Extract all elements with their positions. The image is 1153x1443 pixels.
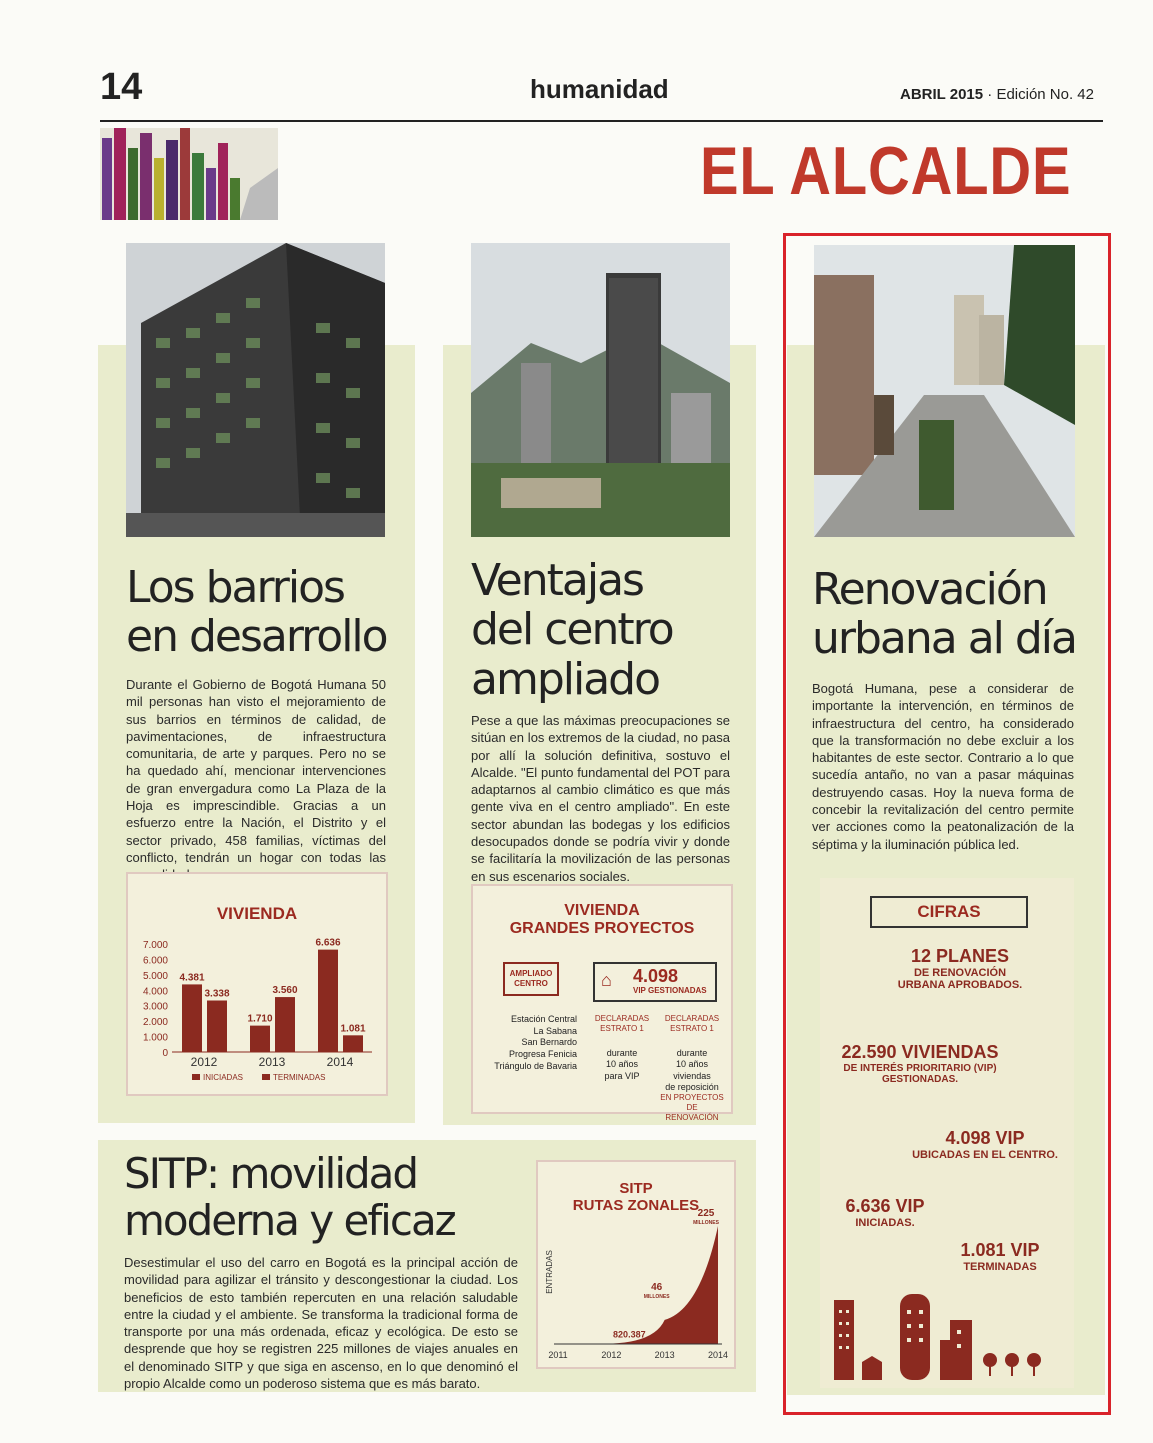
centro-headline bbox=[471, 556, 751, 704]
vip-box bbox=[593, 962, 717, 1002]
centro-headline-line2: del centro bbox=[471, 604, 673, 656]
estrato-col2-head1: DECLARADAS bbox=[664, 1014, 720, 1023]
house-icon: ⌂ bbox=[601, 970, 612, 990]
point-unit: MILLONES bbox=[693, 1220, 719, 1226]
estrato-col2 bbox=[659, 1014, 725, 1123]
sitp-body: Desestimular el uso del carro en Bogotá es la principal acción de movilidad para agilizar el tránsito y descongestionar la ciudad. Los beneficios de esto también repercuten en una relación saludable entre la ciudad y el ambiente. Se transforma la tradicional forma de transporte por una más ordenada, eficaz y ecológica. De esto se desprende que hoy se registren 225 millones de viajes anuales en el denominado SITP y que siga en ascenso, en lo que denominó el propio Alcalde como un poderoso sistema que es más barato. bbox=[124, 1255, 518, 1391]
sitp-chart-title2: RUTAS ZONALES bbox=[572, 1197, 700, 1215]
barrios-body: Durante el Gobierno de Bogotá Humana 50 mil personas han visto el mejoramiento de sus barrios en términos de calidad, de pavimentaciones, de infraestructura comunitaria, de arte y parques. Pero no se ha quedado ahí, mencionar intervenciones de gran envergadura como La Plaza de la Hoja es imprescindible. Gracias a un esfuerzo entre la Nación, el Distrito y el sector privado, 458 familias, víctimas del conflicto, tendrán un hogar con todas las bbox=[126, 677, 386, 865]
place-item: San Bernardo bbox=[521, 1037, 577, 1048]
sitp-area bbox=[574, 1226, 718, 1344]
edition-number: Edición No. 42 bbox=[996, 86, 1094, 103]
place-item: Estación Central bbox=[510, 1014, 577, 1024]
place-item: Triángulo de Bavaria bbox=[494, 1060, 577, 1071]
cifra-terminadas-l1: TERMINADAS bbox=[963, 1261, 1037, 1273]
cifra-planes-l2: URBANA APROBADOS. bbox=[897, 979, 1023, 991]
x-tick-label: 2012 bbox=[601, 1350, 622, 1360]
y-tick-label: 4.000 bbox=[142, 986, 168, 998]
legend-label: INICIADAS bbox=[203, 1073, 244, 1082]
point-label: 225 bbox=[697, 1208, 715, 1219]
centro-label: CENTRO bbox=[514, 979, 548, 989]
renovacion-headline-line1: Renovación bbox=[812, 564, 1047, 615]
bar-iniciadas bbox=[182, 984, 202, 1052]
barrios-headline bbox=[126, 563, 406, 662]
issue-info bbox=[900, 86, 1094, 103]
estrato-col1-head2: ESTRATO 1 bbox=[600, 1024, 644, 1033]
vip-number: 4.098 bbox=[633, 966, 679, 986]
bar-terminadas bbox=[275, 997, 295, 1052]
highlight-frame bbox=[783, 233, 1111, 1415]
x-tick-label: 2013 bbox=[654, 1350, 675, 1360]
y-tick-label: 1.000 bbox=[142, 1032, 168, 1044]
renovacion-headline-line2: urbana al día bbox=[812, 613, 1076, 665]
section-banner-title: EL ALCALDE bbox=[700, 133, 1072, 209]
city-photo bbox=[471, 243, 730, 537]
cifras-title: CIFRAS bbox=[870, 896, 1028, 928]
estrato-col2-l6: DE RENOVACIÓN bbox=[665, 1103, 719, 1122]
point-label: 820.387 bbox=[613, 1329, 646, 1340]
centro-headline-line1: Ventajas bbox=[471, 555, 643, 606]
x-tick-label: 2014 bbox=[326, 1055, 354, 1069]
bar-value-label: 1.081 bbox=[340, 1023, 366, 1035]
estrato-col2-l2: 10 años bbox=[675, 1059, 709, 1070]
renovacion-body: Bogotá Humana, pese a considerar de importante la intervención, en términos de infraestructura del centro, ha considerado que la transformación no debe excluir a los habitantes de este sector. Contrario a lo que sucedía antaño, no van a pasar máquinas destruyendo casas. Hoy la nueva forma de concebir la revitalización del centro permite ver acciones como la peatonalización de la séptima y la iluminación pública led. bbox=[812, 681, 1074, 852]
y-tick-label: 0 bbox=[162, 1048, 168, 1059]
building-photo bbox=[126, 243, 385, 537]
place-item: La Sabana bbox=[533, 1025, 577, 1036]
estrato-col2-l4: de reposición bbox=[665, 1081, 719, 1092]
bar-iniciadas bbox=[250, 1026, 270, 1052]
cifra-viviendas-number: 22.590 VIVIENDAS bbox=[841, 1042, 999, 1062]
estrato-col1 bbox=[593, 1014, 651, 1082]
barrios-headline-line1: Los barrios bbox=[126, 562, 344, 613]
legend-swatch bbox=[192, 1074, 200, 1080]
y-tick-label: 6.000 bbox=[142, 955, 168, 967]
point-unit: MILLONES bbox=[643, 1293, 670, 1300]
sitp-plot bbox=[538, 1162, 734, 1367]
sitp-chart-title1: SITP bbox=[619, 1180, 653, 1197]
legend-label: TERMINADAS bbox=[273, 1073, 326, 1082]
legend-swatch bbox=[262, 1074, 270, 1080]
bar-value-label: 1.710 bbox=[247, 1013, 273, 1025]
estrato-col1-l2: 10 años bbox=[605, 1059, 639, 1070]
y-axis-label: ENTRADAS bbox=[545, 1250, 554, 1294]
ampliado-centro-box bbox=[503, 962, 559, 996]
vivienda-chart-title: VIVIENDA bbox=[216, 904, 298, 923]
bar-iniciadas bbox=[318, 950, 338, 1052]
cifra-planes-l1: DE RENOVACIÓN bbox=[913, 967, 1007, 979]
estrato-col1-l3: para VIP bbox=[604, 1070, 640, 1081]
sitp-headline-line1: SITP: movilidad bbox=[124, 1149, 418, 1198]
x-tick-label: 2012 bbox=[190, 1055, 218, 1069]
vip-label: VIP GESTIONADAS bbox=[633, 986, 707, 995]
cifra-viviendas-l2: GESTIONADAS. bbox=[881, 1074, 959, 1085]
banner-graphic bbox=[100, 128, 278, 220]
x-tick-label: 2013 bbox=[258, 1055, 286, 1069]
x-tick-label: 2011 bbox=[548, 1350, 568, 1360]
estrato-col2-l1: durante bbox=[676, 1048, 708, 1058]
cifra-viviendas-l1: DE INTERÉS PRIORITARIO (VIP) bbox=[843, 1063, 997, 1074]
y-tick-label: 3.000 bbox=[142, 1001, 168, 1013]
estrato-col1-l1: durante bbox=[606, 1048, 638, 1058]
place-item: Progresa Fenicia bbox=[508, 1049, 577, 1060]
cifra-planes-number: 12 PLANES bbox=[910, 946, 1010, 966]
y-tick-label: 7.000 bbox=[142, 940, 168, 951]
vivienda-plot bbox=[128, 874, 386, 1094]
header-rule bbox=[100, 120, 1103, 122]
bar-terminadas bbox=[343, 1035, 363, 1052]
cifra-iniciadas-l1: INICIADAS. bbox=[855, 1217, 915, 1229]
ampliado-label: AMPLIADO bbox=[509, 969, 553, 978]
bar-value-label: 3.560 bbox=[272, 985, 298, 997]
y-tick-label: 5.000 bbox=[142, 970, 168, 982]
estrato-col2-l3: viviendas bbox=[673, 1070, 711, 1081]
cifra-terminadas-number: 1.081 VIP bbox=[960, 1240, 1040, 1260]
sitp-headline bbox=[124, 1150, 544, 1244]
estrato-col2-head2: ESTRATO 1 bbox=[670, 1024, 714, 1033]
issue-separator: · bbox=[987, 86, 993, 103]
issue-date: ABRIL 2015 bbox=[900, 86, 984, 103]
places-list bbox=[487, 1014, 577, 1072]
sitp-svg bbox=[538, 1162, 734, 1367]
cifra-centro-l1: UBICADAS EN EL CENTRO. bbox=[912, 1149, 1058, 1161]
sitp-chart bbox=[536, 1160, 736, 1369]
sitp-headline-line2: moderna y eficaz bbox=[124, 1196, 455, 1246]
section-name: humanidad bbox=[530, 74, 669, 104]
vivienda-svg bbox=[128, 874, 386, 1094]
vivienda-chart bbox=[126, 872, 388, 1096]
bar-value-label: 4.381 bbox=[179, 972, 205, 984]
proyectos-title-line1: VIVIENDA bbox=[564, 902, 640, 919]
point-label: 46 bbox=[651, 1281, 663, 1293]
x-tick-label: 2014 bbox=[707, 1350, 729, 1360]
bar-value-label: 3.338 bbox=[204, 988, 230, 1000]
page-number: 14 bbox=[100, 66, 143, 108]
bar-terminadas bbox=[207, 1000, 227, 1052]
cifra-iniciadas-number: 6.636 VIP bbox=[845, 1196, 925, 1216]
cifra-centro-number: 4.098 VIP bbox=[945, 1128, 1025, 1148]
bar-value-label: 6.636 bbox=[315, 937, 341, 949]
proyectos-title-line2: GRANDES PROYECTOS bbox=[509, 920, 695, 938]
y-tick-label: 2.000 bbox=[142, 1017, 168, 1029]
estrato-col2-l5: EN PROYECTOS bbox=[660, 1093, 724, 1102]
centro-body: Pese a que las máximas preocupaciones se sitúan en los extremos de la ciudad, no pasa por allí la solución definitiva, sostuvo el Alcalde. "El punto fundamental del POT para adaptarnos al cambio climático es que más gente viva en el centro ampliado". En este sector abundan las bodegas y los edificios desocupados donde se podría vivir y donde se facilitaría la movilización de las personas en sus escenarios sociales. bbox=[471, 713, 730, 884]
centro-headline-line3: ampliado bbox=[471, 653, 660, 705]
estrato-col1-head1: DECLARADAS bbox=[594, 1014, 650, 1023]
proyectos-infographic bbox=[471, 884, 733, 1122]
barrios-headline-line2: en desarrollo bbox=[126, 611, 387, 663]
